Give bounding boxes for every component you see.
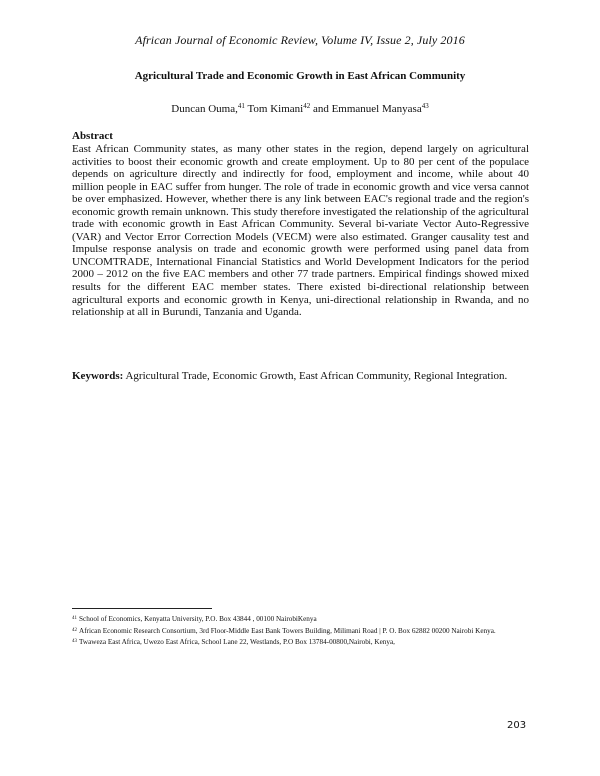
keywords-paragraph	[72, 369, 529, 383]
footnote-text: African Economic Research Consortium, 3rd Floor-Middle East Bank Towers Building, Milimani Road | P. O. Box 62882 00200 Nairobi Kenya.	[79, 626, 496, 635]
footnote	[72, 637, 532, 649]
author-footnote-mark: 42	[303, 102, 311, 110]
paper-title: Agricultural Trade and Economic Growth in East African Community	[134, 70, 466, 82]
abstract-heading: Abstract	[72, 130, 113, 142]
page-number: 203	[507, 720, 527, 731]
footnote	[72, 614, 532, 626]
keywords-text: Agricultural Trade, Economic Growth, East African Community, Regional Integration.	[125, 370, 508, 382]
footnote-mark: 42	[72, 627, 77, 633]
footnote-divider	[72, 608, 212, 609]
author-name: Tom Kimani	[247, 103, 304, 115]
author-name: Duncan Ouma,	[171, 103, 238, 115]
abstract-body: East African Community states, as many other states in the region, depend largely on agricultural activities to boost their economic growth and create employment. Up to 80 per cent of the populace depends on agriculture directly and indirectly for food, employment and income, while about 40 million people in EAC suffer from hunger. The role of trade in economic growth and vice versa cannot be over emphasized. However, whether there is any link between EAC's regional trade and the region's economic growth remain unknown. This study therefore investigated the relationship of the agricultural trade with economic growth in East African Community. Several bi-variate Vector Auto-Regressive (VAR) and Vector Error Correction Models (VECM) were also estimated. Granger causality test and Impulse response analysis on trade and economic growth were performed using panel data from UNCOMTRADE, International Financial Statistics and World Development Indicators for the period 2000 – 2012 on the five EAC members and other 77 trade partners. Empirical findings showed mixed results for the different EAC member states. There existed bi-directional relationship between agricultural exports and economic growth in Kenya, uni-directional relationship in Rwanda, and no relationship at all in Burundi, Tanzania and Uganda.	[72, 143, 529, 319]
footnote-mark: 41	[72, 616, 77, 621]
footnote-text: Twaweza East Africa, Uwezo East Africa, School Lane 22, Westlands, P.O Box 13784-00800,Nairobi, Kenya,	[79, 638, 395, 646]
author-name: and Emmanuel Manyasa	[312, 103, 422, 115]
author-line	[0, 103, 600, 115]
footnotes	[72, 614, 532, 649]
author-footnote-mark: 43	[421, 102, 429, 110]
running-head: African Journal of Economic Review, Volume IV, Issue 2, July 2016	[135, 33, 465, 47]
footnote-text: School of Economics, Kenyatta University, P.O. Box 43844 , 00100 NairobiKenya	[79, 615, 317, 623]
author-footnote-mark: 41	[237, 102, 245, 110]
footnote-mark: 43	[72, 639, 77, 644]
keywords-label: Keywords:	[72, 370, 124, 382]
footnote	[72, 626, 532, 638]
